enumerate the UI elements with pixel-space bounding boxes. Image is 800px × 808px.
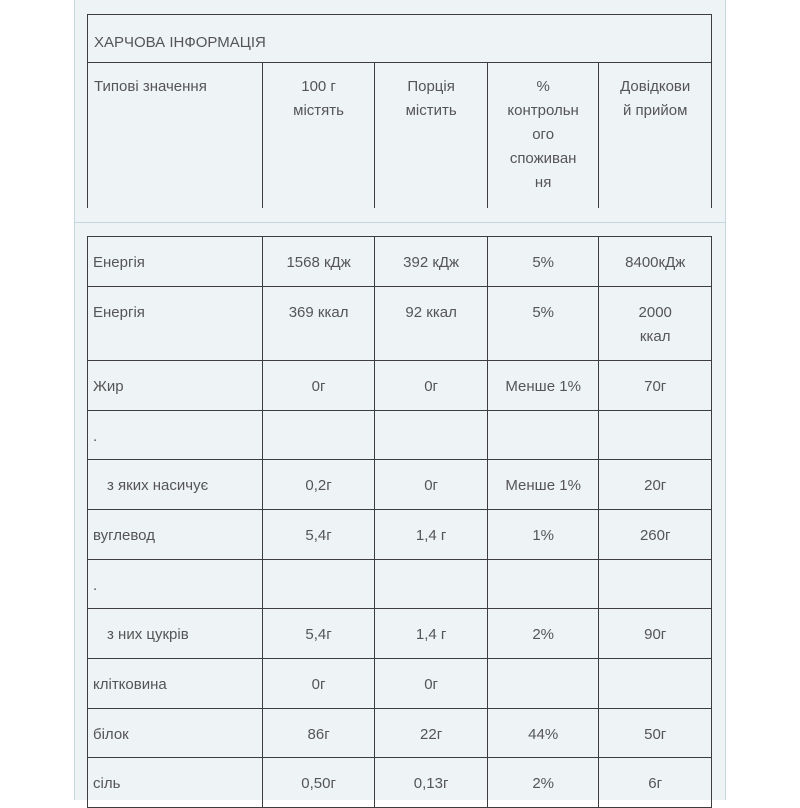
table-row xyxy=(88,361,712,411)
value-per-portion: 392 кДж xyxy=(375,237,488,287)
value-reference: 2000 ккал xyxy=(599,287,712,361)
table-row xyxy=(88,758,712,808)
nutrient-name: Жир xyxy=(88,361,263,411)
value-per-100g: 5,4г xyxy=(262,510,375,560)
value-percent xyxy=(487,411,599,460)
value-reference xyxy=(599,411,712,460)
value-per-100g: 369 ккал xyxy=(262,287,375,361)
table-row xyxy=(88,709,712,758)
value-per-100g xyxy=(262,560,375,609)
value-per-portion: 1,4 г xyxy=(375,609,488,659)
value-per-100g: 0г xyxy=(262,361,375,411)
value-per-portion xyxy=(375,411,488,460)
value-percent: 2% xyxy=(487,609,599,659)
value-reference: 6г xyxy=(599,758,712,808)
nutrition-header-table xyxy=(87,14,712,208)
value-percent: Менше 1% xyxy=(487,361,599,411)
table-title: ХАРЧОВА ІНФОРМАЦІЯ xyxy=(88,15,712,63)
value-per-portion: 0,13г xyxy=(375,758,488,808)
value-percent xyxy=(487,659,599,709)
value-reference xyxy=(599,659,712,709)
header-label: Порція містить xyxy=(405,78,457,119)
value-per-100g: 5,4г xyxy=(262,609,375,659)
header-per-100g xyxy=(262,63,375,208)
frame-left-border xyxy=(74,0,75,800)
value-per-portion: 0г xyxy=(375,361,488,411)
frame-right-border xyxy=(725,0,726,800)
value-percent: 2% xyxy=(487,758,599,808)
value-percent: Менше 1% xyxy=(487,460,599,510)
nutrient-name: сіль xyxy=(88,758,263,808)
header-label: 100 г містять xyxy=(293,78,344,119)
nutrient-name: . xyxy=(88,411,263,460)
value-per-portion: 92 ккал xyxy=(375,287,488,361)
section-divider xyxy=(75,222,725,223)
value-per-100g: 0,50г xyxy=(262,758,375,808)
value-reference: 70г xyxy=(599,361,712,411)
value-percent: 5% xyxy=(487,287,599,361)
value-reference: 260г xyxy=(599,510,712,560)
header-reference-intake xyxy=(599,63,712,208)
value-reference: 8400кДж xyxy=(599,237,712,287)
table-row xyxy=(88,411,712,460)
nutrient-name: з них цукрів xyxy=(88,609,263,659)
value-percent: 1% xyxy=(487,510,599,560)
nutrient-name: Енергія xyxy=(88,287,263,361)
value-per-portion xyxy=(375,560,488,609)
header-label: Довідкови й прийом xyxy=(620,78,691,119)
value-per-portion: 22г xyxy=(375,709,488,758)
header-percent-intake xyxy=(487,63,599,208)
table-row xyxy=(88,510,712,560)
header-per-portion xyxy=(375,63,488,208)
table-row xyxy=(88,560,712,609)
nutrient-name: клітковина xyxy=(88,659,263,709)
value-per-portion: 0г xyxy=(375,659,488,709)
table-row xyxy=(88,287,712,361)
table-row xyxy=(88,237,712,287)
nutrient-name: Енергія xyxy=(88,237,263,287)
value-percent xyxy=(487,560,599,609)
header-typical-values xyxy=(88,63,263,208)
value-per-100g: 1568 кДж xyxy=(262,237,375,287)
nutrient-name: вуглевод xyxy=(88,510,263,560)
table-row xyxy=(88,460,712,510)
header-label: Типові значення xyxy=(94,78,207,95)
value-per-portion: 0г xyxy=(375,460,488,510)
nutrient-name: . xyxy=(88,560,263,609)
value-per-portion: 1,4 г xyxy=(375,510,488,560)
value-per-100g: 86г xyxy=(262,709,375,758)
value-percent: 44% xyxy=(487,709,599,758)
value-reference: 90г xyxy=(599,609,712,659)
table-row xyxy=(88,659,712,709)
table-row xyxy=(88,609,712,659)
value-reference: 20г xyxy=(599,460,712,510)
value-reference xyxy=(599,560,712,609)
value-per-100g: 0г xyxy=(262,659,375,709)
nutrient-name: білок xyxy=(88,709,263,758)
value-per-100g xyxy=(262,411,375,460)
value-per-100g: 0,2г xyxy=(262,460,375,510)
value-percent: 5% xyxy=(487,237,599,287)
nutrient-name: з яких насичує xyxy=(88,460,263,510)
nutrition-data-table xyxy=(87,236,712,808)
header-label: % контрольн ого споживан ня xyxy=(507,78,579,191)
value-reference: 50г xyxy=(599,709,712,758)
